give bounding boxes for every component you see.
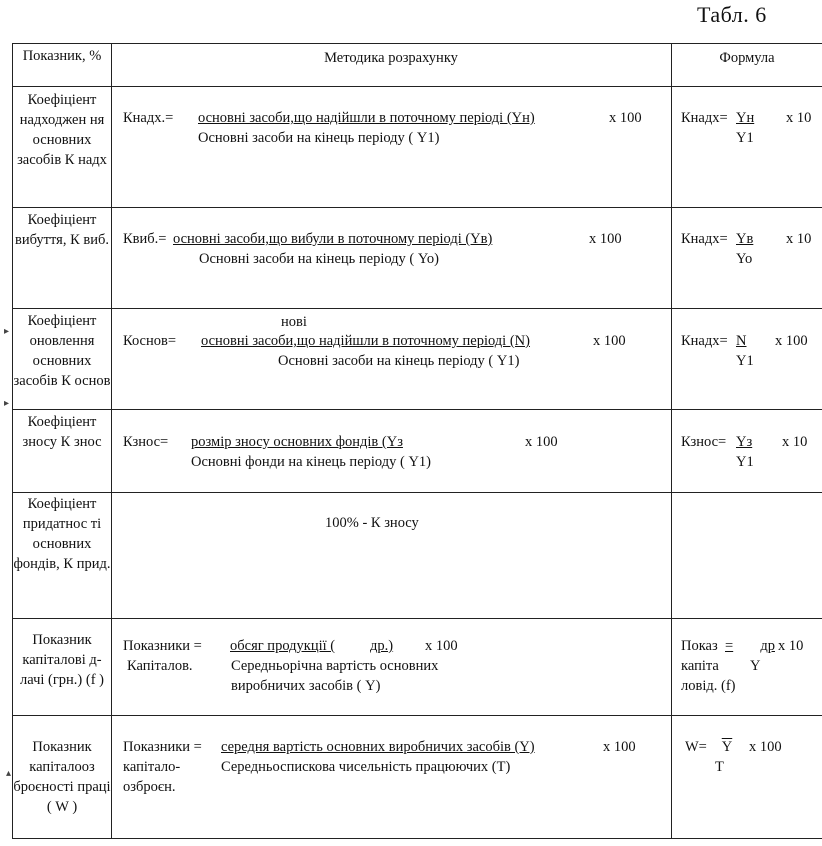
method-numerator: обсяг продукції (: [230, 638, 336, 654]
formula-multiplier: x 10: [786, 110, 812, 126]
method-numerator: основні засоби,що вибули в поточному періоді (Yв): [173, 231, 493, 247]
formula-multiplier: x 10: [778, 638, 804, 654]
row-divider: [13, 207, 822, 208]
method-lhs: Показники =: [123, 739, 202, 755]
scan-mark: ▴: [6, 768, 12, 779]
formula-line1a: Показ: [681, 638, 718, 654]
formula-multiplier: x 10: [782, 434, 808, 450]
method-multiplier: x 100: [425, 638, 458, 654]
indicator-cell: Коефіціент надходжен ня основних засобів К надх: [17, 92, 107, 168]
method-prefix: нові: [281, 314, 307, 330]
method-numerator: розмір зносу основних фондів (Yз: [191, 434, 403, 450]
formula-lhs: Кнадх=: [681, 110, 728, 126]
method-multiplier: x 100: [525, 434, 558, 450]
formula-numerator: Yз: [736, 434, 753, 450]
formula-denominator: Y1: [736, 130, 754, 146]
indicator-cell: Показник капіталооз броєності праці ( W ): [13, 739, 111, 815]
method-denominator-2: виробничих засобів ( Y): [231, 678, 381, 694]
formula-denominator: Y1: [736, 353, 754, 369]
formula-line1b: =: [725, 638, 734, 654]
method-numerator: основні засоби,що надійшли в поточному періоді (N): [201, 333, 530, 349]
method-denominator: Середньорічна вартість основних: [231, 658, 439, 674]
row-divider: [13, 715, 822, 716]
formula-lhs: Кзнос=: [681, 434, 727, 450]
formula-line2b: Y: [750, 658, 761, 674]
column-divider: [111, 44, 112, 838]
method-lhs: Квиб.=: [123, 231, 167, 247]
method-multiplier: x 100: [593, 333, 626, 349]
formula-numerator: N: [736, 333, 747, 349]
formula-denominator: T: [715, 759, 724, 775]
method-multiplier: x 100: [609, 110, 642, 126]
method-numerator: основні засоби,що надійшли в поточному періоді (Yн): [198, 110, 535, 126]
method-multiplier: x 100: [589, 231, 622, 247]
method-numerator: середня вартість основних виробничих засобів (Y): [221, 739, 535, 755]
formula-numerator: Yн: [736, 110, 755, 126]
column-divider: [671, 44, 672, 838]
method-lhs-3: озброєн.: [123, 779, 176, 795]
row-divider: [13, 618, 822, 619]
formula-lhs: Кнадх=: [681, 231, 728, 247]
formula-line3: ловід. (f): [681, 678, 736, 694]
header-method: Методика розрахунку: [324, 50, 458, 66]
method-lhs: Кнадх.=: [123, 110, 174, 126]
method-lhs: Кзнос=: [123, 434, 169, 450]
formula-multiplier: x 100: [775, 333, 808, 349]
indicator-cell: Показник капіталові д-лачі (грн.) (f ): [19, 632, 104, 688]
formula-line2a: капіта: [681, 658, 719, 674]
header-indicator: Показник, %: [22, 48, 102, 64]
row-divider: [13, 492, 822, 493]
indicator-cell: Коефіціент оновлення основних засобів К основ: [13, 313, 111, 389]
formula-multiplier: x 10: [786, 231, 812, 247]
header-formula: Формула: [719, 50, 775, 66]
row-divider: [13, 308, 822, 309]
table-label: Табл. 6: [697, 2, 767, 27]
formula-denominator: Yo: [736, 251, 753, 267]
indicator-cell: Коефіціент зносу К знос: [22, 414, 102, 450]
scan-mark: ▸: [4, 398, 10, 409]
method-numerator-unit: др.): [370, 638, 394, 654]
method-text: 100% - К зносу: [325, 515, 419, 531]
method-denominator: Основні фонди на кінець періоду ( Y1): [191, 454, 431, 470]
data-table: [12, 43, 822, 839]
formula-numerator: $\overline{Y}$: [721, 739, 733, 755]
method-lhs-2: Капіталов.: [127, 658, 193, 674]
method-lhs-2: капітало-: [123, 759, 181, 775]
method-denominator: Основні засоби на кінець періоду ( Yo): [199, 251, 439, 267]
method-lhs: Коснов=: [123, 333, 177, 349]
method-denominator: Середньоспискова чисельність працюючих (T): [221, 759, 511, 775]
method-lhs: Показники =: [123, 638, 202, 654]
formula-denominator: Y1: [736, 454, 754, 470]
formula-lhs: W=: [685, 739, 707, 755]
method-denominator: Основні засоби на кінець періоду ( Y1): [278, 353, 520, 369]
method-denominator: Основні засоби на кінець періоду ( Y1): [198, 130, 440, 146]
method-multiplier: x 100: [603, 739, 636, 755]
indicator-cell: Коефіціент придатнос ті основних фондів, К прид.: [13, 496, 111, 572]
row-divider: [13, 409, 822, 410]
formula-numerator: Yв: [736, 231, 754, 247]
indicator-cell: Коефіціент вибуття, К виб.: [15, 212, 109, 248]
row-divider: [13, 86, 822, 87]
scan-mark: ▸: [4, 326, 10, 337]
formula-line1c: др: [760, 638, 775, 654]
formula-lhs: Кнадх=: [681, 333, 728, 349]
formula-multiplier: x 100: [749, 739, 782, 755]
